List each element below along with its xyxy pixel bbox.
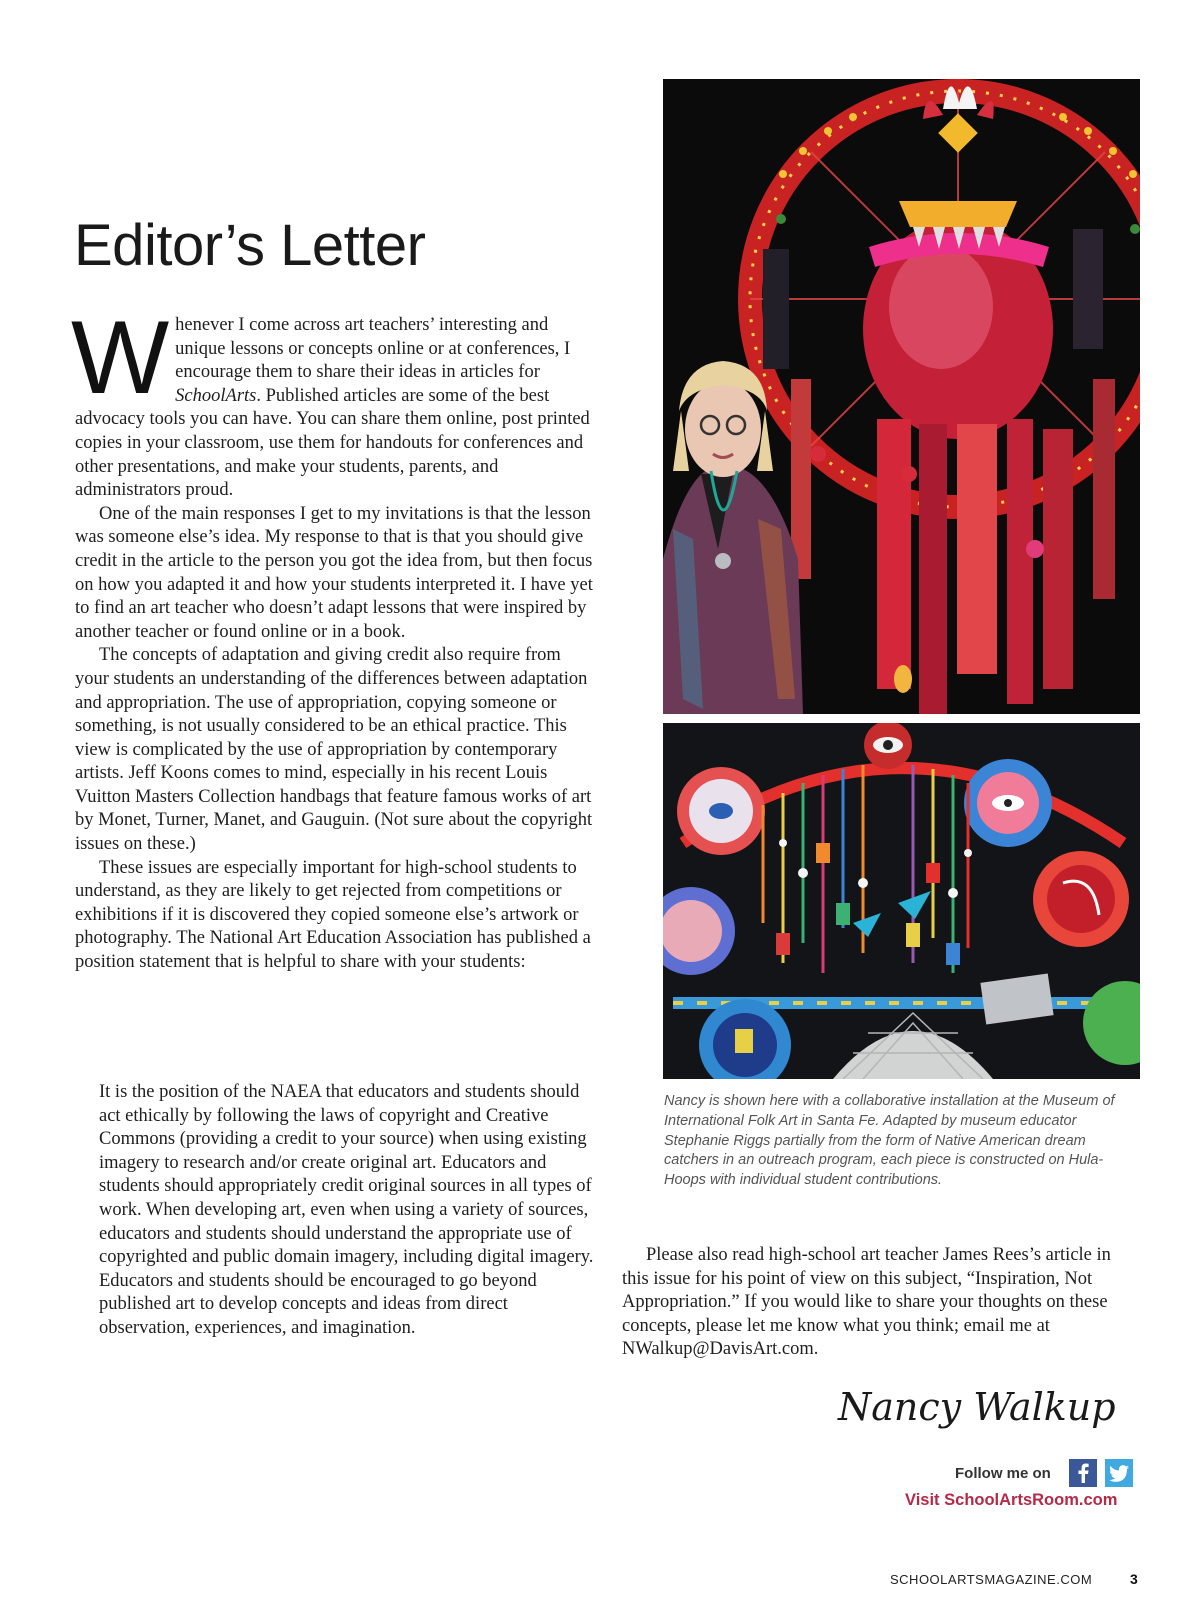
publication-name: SchoolArts xyxy=(175,385,257,406)
article-right-column xyxy=(622,1244,1142,1362)
article-left-column xyxy=(71,300,597,975)
paragraph-1-text-b: . Published articles are some of the best advocacy tools you can have. You can share them online, post printed copies in your classroom, use them for handouts for conferences and other presentations, and make your students, parents, and administrators proud. xyxy=(75,385,590,501)
article-paragraph-2: One of the main responses I get to my invitations is that the lesson was someone else’s idea. My response to that is that you should give credit in the article to the person you got the idea from, but then focus on how you adapted it and how your students interpreted it. I have yet to find an art teacher who doesn’t adapt lessons that were inspired by another teacher or found online or in a book. xyxy=(75,503,593,642)
photo-caption: Nancy is shown here with a collaborative installation at the Museum of International Folk Art in Santa Fe. Adapted by museum educator Stephanie Riggs partially from the form of Native American dream catchers in an outreach program, each piece is constructed on Hula-Hoops with individual student contributions. xyxy=(664,1093,1115,1189)
naea-position-quote: It is the position of the NAEA that educators and students should act ethically by following the laws of copyright and Creative Commons (providing a credit to your source) when using existing imagery to research and/or create original art. Educators and students should appropriately credit original sources in all types of work. When developing art, even when using a variety of sources, educators and students should understand the appropriate use of copyrighted and public domain imagery, including digital imagery. Educators and students should be encouraged to go beyond published art to develop concepts and ideas from direct observation, experiences, and imagination. xyxy=(99,1082,594,1338)
follow-label: Follow me on xyxy=(955,1464,1051,1482)
paragraph-1-text-a: henever I come across art teachers’ interesting and unique lessons or concepts online or at conferences, I encourage them to share their ideas in articles for xyxy=(175,315,571,383)
twitter-icon[interactable] xyxy=(1105,1459,1133,1487)
footer-website: SCHOOLARTSMAGAZINE.COM xyxy=(890,1572,1093,1587)
facebook-icon[interactable] xyxy=(1069,1459,1097,1487)
page-title: Editor’s Letter xyxy=(74,213,426,278)
page-number: 3 xyxy=(1130,1571,1138,1587)
social-follow-row xyxy=(955,1459,1133,1487)
article-paragraph-1 xyxy=(71,300,597,503)
article-paragraph-4: These issues are especially important for high-school students to understand, as they are likely to get rejected from competitions or exhibitions if it is discovered they copied someone else’s artwork or photography. The National Art Education Association has published a position statement that is helpful to share with your students: xyxy=(75,857,591,973)
student-dream-catchers-image xyxy=(663,723,1140,1079)
article-paragraph-5: Please also read high-school art teacher James Rees’s article in this issue for his point of view on this subject, “Inspiration, Not Appropriation.” If you would like to share your thoughts on these concepts, please let me know what you think; email me at NWalkup@DavisArt.com. xyxy=(622,1245,1111,1360)
editor-signature: Nancy Walkup xyxy=(838,1385,1116,1429)
drop-cap: W xyxy=(71,300,170,416)
student-dream-catchers-photo xyxy=(663,723,1140,1079)
editor-portrait-photo xyxy=(663,79,1140,714)
visit-website-link[interactable]: Visit SchoolArtsRoom.com xyxy=(905,1491,1118,1509)
article-paragraph-3: The concepts of adaptation and giving credit also require from your students an understanding of the differences between adaptation and appropriation. The use of appropriation, copying someone or something, is not usually considered to be an ethical practice. This view is complicated by the use of appropriation by contemporary artists. Jeff Koons comes to mind, especially in his recent Louis Vuitton Masters Collection handbags that feature famous works of art by Monet, Turner, Manet, and Gauguin. (Not sure about the copyright issues on these.) xyxy=(75,645,593,855)
dream-catcher-installation-image xyxy=(663,79,1140,714)
